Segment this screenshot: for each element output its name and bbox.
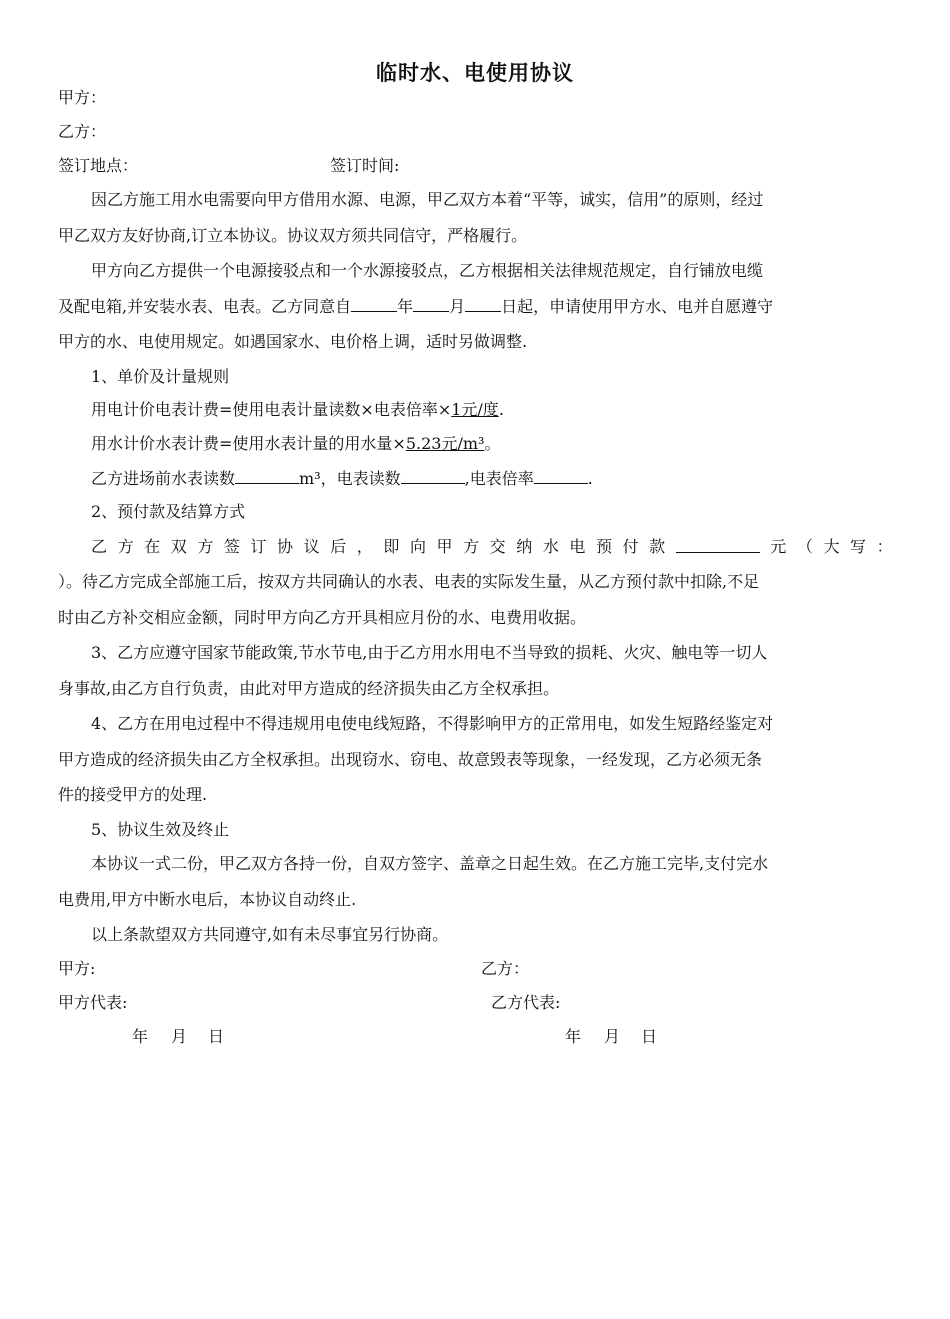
party-b-field: 乙方： xyxy=(58,122,107,141)
closing-statement: 以上条款望双方共同遵守,如有未尽事宜另行协商。 xyxy=(91,925,449,944)
prepayment-line-3: 时由乙方补交相应金额，同时甲方向乙方开具相应月份的水、电费用收据。 xyxy=(58,608,587,627)
prepayment-char: （ xyxy=(796,537,813,556)
prepayment-char: 纳 xyxy=(516,537,533,556)
prepayment-char: 后 xyxy=(330,537,347,556)
prepayment-char: 乙 xyxy=(91,537,108,556)
water-formula: 用水计价水表计费=使用水表计量的用水量× xyxy=(91,434,406,453)
month-blank xyxy=(413,294,449,312)
prepayment-char: 双 xyxy=(170,537,187,556)
prepayment-char: 订 xyxy=(250,537,267,556)
prepayment-line-2: ）。待乙方完成全部施工后，按双方共同确认的水表、电表的实际发生量，从乙方预付款中扣除,不足 xyxy=(58,572,760,591)
prepayment-amount-blank xyxy=(676,535,760,553)
electric-reading-blank xyxy=(401,466,465,484)
prepayment-char: 签 xyxy=(223,537,240,556)
year-label: 年 xyxy=(397,297,414,316)
prepayment-char: 款 xyxy=(649,537,666,556)
day-blank xyxy=(465,294,501,312)
electricity-formula: 用电计价电表计费=使用电表计量读数×电表倍率× xyxy=(91,400,452,419)
date-a-year: 年 xyxy=(132,1027,149,1046)
section-2-heading: 2、预付款及结算方式 xyxy=(91,502,246,521)
date-b-year: 年 xyxy=(565,1027,582,1046)
sign-info-line xyxy=(58,154,893,178)
section-5-line-1: 本协议一式二份，甲乙双方各持一份，自双方签字、盖章之日起生效。在乙方施工完毕,支付完水 xyxy=(91,854,769,873)
prepayment-char: 大 xyxy=(823,537,840,556)
intro-paragraph-2-line-2 xyxy=(58,294,893,319)
prepayment-char: 水 xyxy=(542,537,559,556)
prepayment-char: 预 xyxy=(595,537,612,556)
prepayment-unit: 元 xyxy=(770,537,787,556)
prepayment-char: 方 xyxy=(117,537,134,556)
prepayment-char: 议 xyxy=(303,537,320,556)
intro-paragraph-1-line-2: 甲乙双方友好协商,订立本协议。协议双方须共同信守，严格履行。 xyxy=(58,226,528,245)
section-4-line-1: 4、乙方在用电过程中不得违规用电使电线短路，不得影响甲方的正常用电，如发生短路经鉴定对 xyxy=(91,714,774,733)
section-4-line-3: 件的接受甲方的处理. xyxy=(58,785,208,804)
year-blank xyxy=(351,294,397,312)
intro-paragraph-2-line-1: 甲方向乙方提供一个电源接驳点和一个水源接驳点，乙方根据相关法律规范规定，自行铺放电缆 xyxy=(91,261,764,280)
signature-rep-b: 乙方代表: xyxy=(491,993,561,1012)
date-a-month: 月 xyxy=(171,1027,188,1046)
prepayment-char: 向 xyxy=(409,537,426,556)
multiplier-blank xyxy=(534,466,588,484)
party-a-field: 甲方： xyxy=(58,88,107,107)
prepayment-char: 电 xyxy=(569,537,586,556)
prepayment-char: 交 xyxy=(489,537,506,556)
signature-rep-a: 甲方代表: xyxy=(58,993,128,1012)
intro-paragraph-2-line-3: 甲方的水、电使用规定。如遇国家水、电价格上调，适时另做调整. xyxy=(58,332,528,351)
signature-rep-row xyxy=(58,991,893,1015)
water-reading-label: 乙方进场前水表读数 xyxy=(91,469,236,488)
water-pricing-line xyxy=(91,432,893,456)
section-1-heading: 1、单价及计量规则 xyxy=(91,367,230,386)
section-3-line-2: 身事故,由乙方自行负责，由此对甲方造成的经济损失由乙方全权承担。 xyxy=(58,679,560,698)
electricity-rate: 1元/度 xyxy=(451,400,499,419)
reading-line-end: . xyxy=(587,469,593,488)
prepayment-char: 甲 xyxy=(436,537,453,556)
signature-party-a: 甲方: xyxy=(58,959,96,978)
prepayment-char: 方 xyxy=(197,537,214,556)
water-rate: 5.23元/m³ xyxy=(405,434,485,453)
water-reading-blank xyxy=(235,466,299,484)
prepayment-char: 方 xyxy=(463,537,480,556)
prepayment-char: 即 xyxy=(383,537,400,556)
date-a-day: 日 xyxy=(208,1027,225,1046)
prepayment-char: ， xyxy=(356,537,373,556)
date-b-month: 月 xyxy=(604,1027,621,1046)
water-formula-end: 。 xyxy=(484,434,501,453)
meter-readings-line xyxy=(91,466,893,491)
multiplier-label: ,电表倍率 xyxy=(464,469,534,488)
month-label: 月 xyxy=(449,297,466,316)
sign-place-label: 签订地点： xyxy=(58,156,139,175)
signature-party-row xyxy=(58,957,893,981)
section-4-line-2: 甲方造成的经济损失由乙方全权承担。出现窃水、窃电、故意毁表等现象，一经发现，乙方必须无条 xyxy=(58,750,763,769)
prepayment-line-1 xyxy=(91,535,893,559)
prepayment-char: 写 xyxy=(850,537,867,556)
intro-paragraph-1-line-1: 因乙方施工用水电需要向甲方借用水源、电源，甲乙双方本着“平等，诚实，信用”的原则，经过 xyxy=(91,190,764,209)
section-3-line-1: 3、乙方应遵守国家节能政策,节水节电,由于乙方用水用电不当导致的损耗、火灾、触电等一切人 xyxy=(91,643,768,662)
prepayment-char: 在 xyxy=(144,537,161,556)
date-b-day: 日 xyxy=(641,1027,658,1046)
electric-reading-label: m³，电表读数 xyxy=(299,469,401,488)
prepayment-char: ： xyxy=(876,537,893,556)
section-5-heading: 5、协议生效及终止 xyxy=(91,820,230,839)
document-title: 临时水、电使用协议 xyxy=(376,61,574,85)
electricity-formula-end: . xyxy=(498,400,504,419)
prepayment-char: 付 xyxy=(622,537,639,556)
sign-time-label: 签订时间: xyxy=(330,156,400,175)
electricity-pricing-line xyxy=(91,398,893,422)
prepayment-char: 协 xyxy=(277,537,294,556)
start-date-text: 及配电箱,并安装水表、电表。乙方同意自 xyxy=(58,297,352,316)
start-date-tail: 日起，申请使用甲方水、电并自愿遵守 xyxy=(501,297,774,316)
signature-party-b: 乙方： xyxy=(481,959,530,978)
section-5-line-2: 电费用,甲方中断水电后，本协议自动终止. xyxy=(58,890,357,909)
